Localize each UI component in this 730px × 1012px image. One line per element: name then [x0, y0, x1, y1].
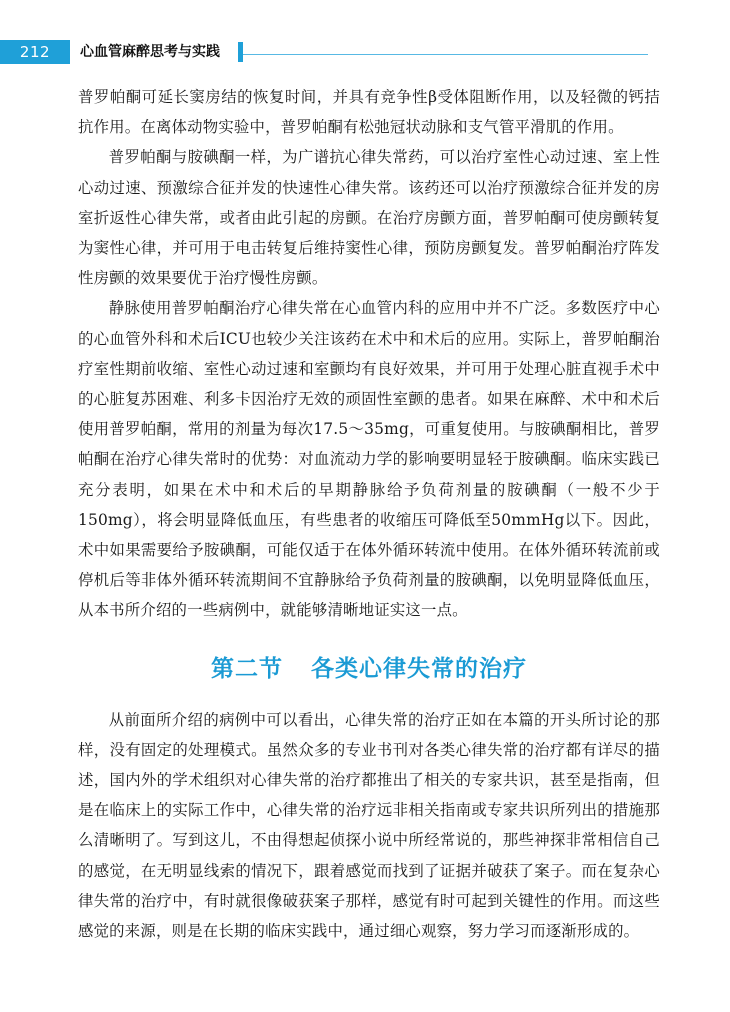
section-title: 各类心律失常的治疗 [311, 655, 527, 682]
paragraph: 普罗帕酮与胺碘酮一样，为广谱抗心律失常药，可以治疗室性心动过速、室上性心动过速、预激综合征并发的快速性心律失常。该药还可以治疗预激综合征并发的房室折返性心律失常，或者由此引起的房颤。在治疗房颤方面，普罗帕酮可使房颤转复为窦性心律，并可用于电击转复后维持窦性心律，预防房颤复发。普罗帕酮治疗阵发性房颤的效果要优于治疗慢性房颤。 [78, 148, 660, 288]
page-number: 212 [0, 40, 70, 64]
page-body [78, 82, 660, 946]
paragraph-continued: 普罗帕酮可延长窦房结的恢复时间，并具有竞争性β受体阻断作用，以及轻微的钙拮抗作用。在离体动物实验中，普罗帕酮有松弛冠状动脉和支气管平滑肌的作用。 [78, 88, 660, 137]
paragraph: 从前面所介绍的病例中可以看出，心律失常的治疗正如在本篇的开头所讨论的那样，没有固定的处理模式。虽然众多的专业书刊对各类心律失常的治疗都有详尽的描述，国内外的学术组织对心律失常的治疗都推出了相关的专家共识，甚至是指南，但是在临床上的实际工作中，心律失常的治疗远非相关指南或专家共识所列出的措施那么清晰明了。写到这儿，不由得想起侦探小说中所经常说的，那些神探非常相信自己的感觉，在无明显线索的情况下，跟着感觉而找到了证据并破获了案子。而在复杂心律失常的治疗中，有时就很像破获案子那样，感觉有时可起到关键性的作用。而这些感觉的来源，则是在长期的临床实践中，通过细心观察，努力学习而逐渐形成的。 [78, 710, 660, 941]
section-heading [78, 650, 660, 683]
page-header [0, 0, 730, 70]
header-accent-bar [238, 42, 243, 62]
book-title: 心血管麻醉思考与实践 [80, 44, 220, 60]
paragraph: 静脉使用普罗帕酮治疗心律失常在心血管内科的应用中并不广泛。多数医疗中心的心血管外科和术后ICU也较少关注该药在术中和术后的应用。实际上，普罗帕酮治疗室性期前收缩、室性心动过速和室颤均有良好效果，并可用于处理心脏直视手术中的心脏复苏困难、利多卡因治疗无效的顽固性室颤的患者。如果在麻醉、术中和术后使用普罗帕酮，常用的剂量为每次17.5～35mg，可重复使用。与胺碘酮相比，普罗帕酮在治疗心律失常时的优势：对血流动力学的影响要明显轻于胺碘酮。临床实践已充分表明，如果在术中和术后的早期静脉给予负荷剂量的胺碘酮（一般不少于150mg），将会明显降低血压，有些患者的收缩压可降低至50mmHg以下。因此，术中如果需要给予胺碘酮，可能仅适于在体外循环转流中使用。在体外循环转流前或停机后等非体外循环转流期间不宜静脉给予负荷剂量的胺碘酮，以免明显降低血压，从本书所介绍的一些病例中，就能够清晰地证实这一点。 [78, 299, 660, 620]
header-rule [243, 54, 648, 55]
section-number: 第二节 [211, 655, 283, 682]
